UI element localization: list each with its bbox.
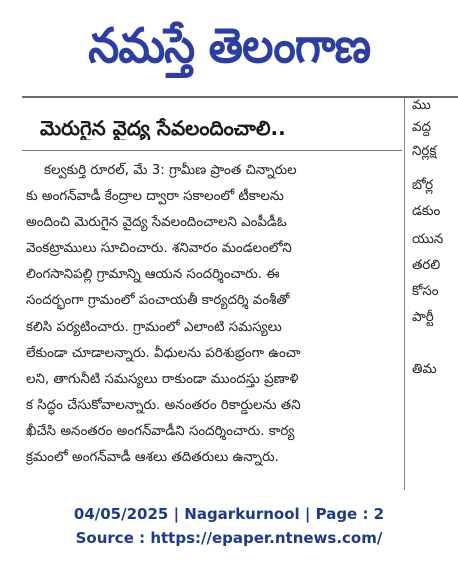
side-line: యున <box>412 232 444 247</box>
article-line: ఖీచేసి అనంతరం అంగన్‌వాడీని సందర్శించారు. కార్య <box>26 423 295 439</box>
side-line: పార్టీ <box>412 310 434 325</box>
article-line: లింగసానిపల్లి గ్రామాన్ని ఆయన సందర్శించారు. ఈ <box>26 267 280 283</box>
article-line: లేకుండా చూడాలన్నారు. వీధులను పరిశుభ్రంగా ఉంచా <box>26 345 301 361</box>
masthead-divider <box>22 96 458 98</box>
article-line: కలిసి పర్యటించారు. గ్రామంలో ఎలాంటి సమస్యలు <box>26 319 282 335</box>
headline-divider <box>22 150 402 151</box>
side-line: బోర్ల <box>412 178 434 193</box>
article-line: సందర్భంగా గ్రామంలో పంచాయతీ కార్యదర్శి వంశీతో <box>26 293 290 309</box>
article-line: క్రమంలో అంగన్‌వాడీ ఆశలు తదితరులు ఉన్నారు. <box>26 450 279 466</box>
article-line: లని, తాగునీటి సమస్యలు రాకుండా ముందస్తు ప్రణాళి <box>26 371 299 387</box>
newspaper-logo: నమస్తే తెలంగాణ <box>88 18 370 74</box>
adjacent-column-fragment <box>412 98 458 490</box>
footer-edition-info: 04/05/2025 | Nagarkurnool | Page : 2 <box>73 505 385 523</box>
article-line: క సిద్ధం చేసుకోవాలన్నారు. అనంతరం రికార్డులను తని <box>26 397 301 413</box>
side-line: ము <box>412 98 431 113</box>
side-line: డకుం <box>412 204 441 219</box>
side-line: కోసం <box>412 284 439 299</box>
column-divider <box>404 98 405 490</box>
article-line: కు అంగన్‌వాడీ కేంద్రాల ద్వారా సకాలంలో టీకాలను <box>26 189 284 205</box>
masthead <box>0 0 458 92</box>
article-body <box>26 158 398 471</box>
article-line: కల్వకుర్తి రూరల్, మే 3: గ్రామీణ ప్రాంత చిన్నారుల <box>44 163 297 178</box>
footer-source-link[interactable]: Source : https://epaper.ntnews.com/ <box>75 529 383 547</box>
side-line: నిర్లక్ష <box>412 144 437 159</box>
side-line: తిమ <box>412 362 437 377</box>
side-line: తరలి <box>412 258 441 273</box>
article-line: వెంకట్రాములు సూచించారు. శనివారం మండలంలోని <box>26 241 292 257</box>
article-line: అందించి మెరుగైన వైద్య సేవలందించాలని ఎంపీడీఓ <box>26 215 287 231</box>
side-line: వద్ద <box>412 120 431 135</box>
article-headline: మెరుగైన వైద్య సేవలందించాలి.. <box>40 116 286 140</box>
